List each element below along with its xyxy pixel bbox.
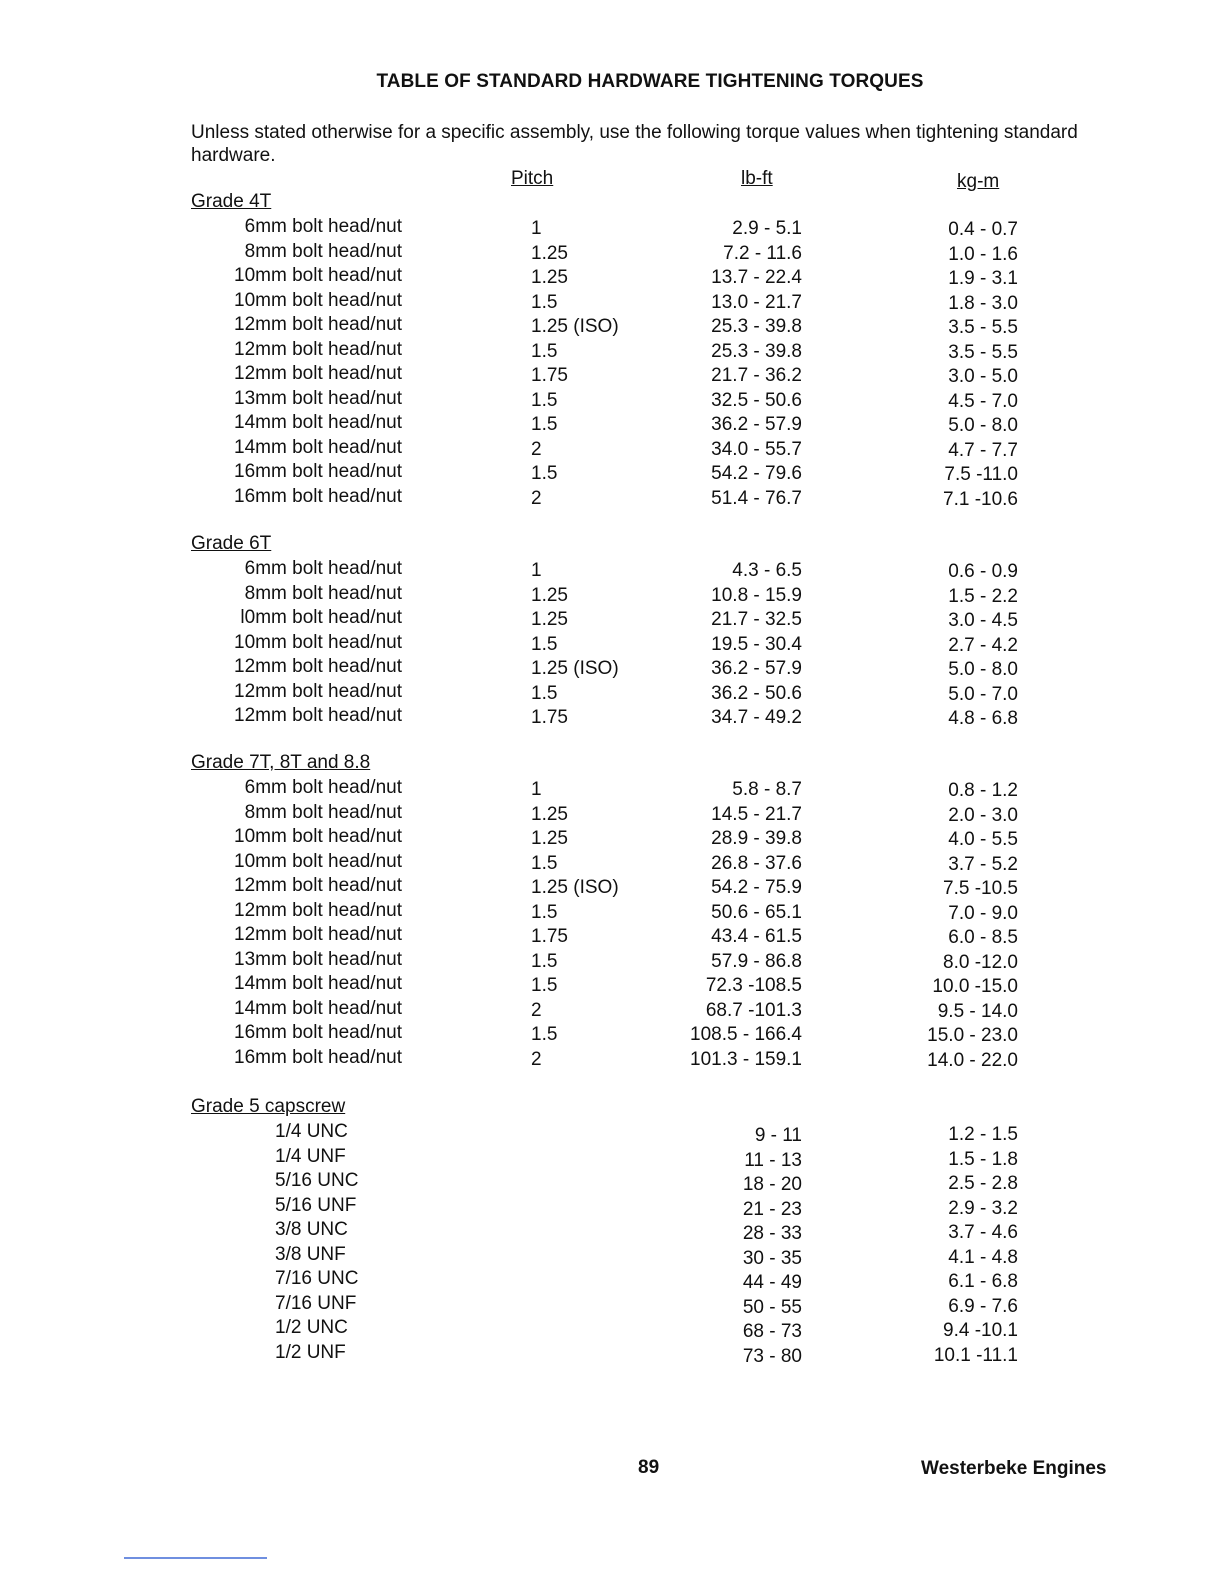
torque-kgm: 10.0 -15.0	[932, 976, 1018, 997]
column-header-kgm: kg-m	[957, 171, 1000, 192]
table-row	[0, 875, 1224, 899]
thread-pitch: 2	[531, 999, 542, 1021]
torque-kgm: 2.0 - 3.0	[948, 804, 1018, 826]
thread-pitch: 1.5	[531, 414, 558, 435]
thread-pitch: 1.5	[531, 852, 558, 874]
table-row	[0, 851, 1224, 875]
table-row	[0, 1121, 1224, 1145]
torque-lbft: 51.4 - 76.7	[711, 487, 802, 509]
torque-lbft: 10.8 - 15.9	[711, 584, 802, 606]
torque-kgm: 6.9 - 7.6	[948, 1295, 1018, 1317]
torque-kgm: 7.0 - 9.0	[948, 902, 1018, 924]
table-row	[0, 802, 1224, 826]
fastener-size: 12mm bolt head/nut	[234, 314, 402, 335]
torque-lbft: 25.3 - 39.8	[711, 316, 802, 337]
table-row	[0, 998, 1224, 1022]
torque-kgm: 7.1 -10.6	[943, 488, 1018, 510]
torque-kgm: 10.1 -11.1	[933, 1344, 1018, 1366]
torque-kgm: 1.5 - 1.8	[948, 1148, 1018, 1170]
torque-kgm: 0.8 - 1.2	[948, 780, 1018, 801]
torque-kgm: 1.5 - 2.2	[948, 585, 1018, 607]
torque-lbft: 21 - 23	[742, 1198, 802, 1220]
torque-kgm: 14.0 - 22.0	[927, 1049, 1018, 1071]
table-row	[0, 1244, 1224, 1268]
torque-kgm: 5.0 - 8.0	[948, 659, 1018, 680]
fastener-size: 7/16 UNF	[275, 1292, 357, 1314]
fastener-size: 6mm bolt head/nut	[244, 777, 402, 798]
torque-lbft: 108.5 - 166.4	[690, 1024, 802, 1045]
torque-lbft: 21.7 - 32.5	[711, 609, 802, 630]
fastener-size: 6mm bolt head/nut	[244, 216, 402, 237]
torque-kgm: 3.0 - 5.0	[948, 366, 1018, 387]
table-row	[0, 412, 1224, 436]
table-row	[0, 486, 1224, 510]
thread-pitch: 1.5	[531, 389, 558, 411]
fastener-size: 16mm bolt head/nut	[234, 1022, 402, 1043]
table-row	[0, 339, 1224, 363]
table-row	[0, 437, 1224, 461]
torque-lbft: 36.2 - 50.6	[711, 682, 802, 704]
torque-kgm: 2.9 - 3.2	[948, 1197, 1018, 1219]
fastener-size: 14mm bolt head/nut	[234, 997, 402, 1019]
torque-lbft: 54.2 - 75.9	[711, 877, 802, 898]
table-row	[0, 777, 1224, 801]
table-row	[0, 290, 1224, 314]
fastener-size: 10mm bolt head/nut	[234, 826, 402, 847]
torque-kgm: 9.5 - 14.0	[937, 1000, 1018, 1022]
table-row	[0, 1317, 1224, 1341]
torque-lbft: 28 - 33	[742, 1223, 802, 1244]
thread-pitch: 1.75	[531, 707, 568, 728]
torque-lbft: 101.3 - 159.1	[690, 1048, 802, 1070]
torque-kgm: 3.5 - 5.5	[948, 341, 1018, 363]
thread-pitch: 1.25	[531, 609, 568, 630]
thread-pitch: 1	[531, 779, 542, 800]
thread-pitch: 1.5	[531, 975, 558, 996]
torque-kgm: 4.7 - 7.7	[948, 439, 1018, 461]
table-row	[0, 558, 1224, 582]
torque-lbft: 13.0 - 21.7	[711, 291, 802, 313]
thread-pitch: 1.25	[531, 584, 568, 606]
thread-pitch: 1.25 (ISO)	[531, 658, 619, 679]
torque-lbft: 5.8 - 8.7	[732, 779, 802, 800]
table-row	[0, 314, 1224, 338]
torque-lbft: 44 - 49	[742, 1272, 802, 1293]
table-row	[0, 949, 1224, 973]
fastener-size: 8mm bolt head/nut	[244, 240, 402, 262]
thread-pitch: 1.5	[531, 633, 558, 655]
intro-paragraph: Unless stated otherwise for a specific assembly, use the following torque values when tightening standard hardware.	[191, 122, 1078, 166]
torque-lbft: 34.0 - 55.7	[711, 438, 802, 460]
thread-pitch: 2	[531, 1048, 542, 1070]
fastener-size: 12mm bolt head/nut	[234, 338, 402, 360]
thread-pitch: 1.5	[531, 340, 558, 362]
table-row	[0, 583, 1224, 607]
fastener-size: 12mm bolt head/nut	[234, 656, 402, 677]
torque-lbft: 36.2 - 57.9	[711, 658, 802, 679]
torque-kgm: 4.5 - 7.0	[948, 390, 1018, 412]
table-row	[0, 1146, 1224, 1170]
torque-kgm: 6.0 - 8.5	[948, 927, 1018, 948]
torque-lbft: 7.2 - 11.6	[723, 242, 802, 264]
thread-pitch: 1	[531, 560, 542, 581]
torque-lbft: 11 - 13	[744, 1149, 802, 1171]
table-row	[0, 924, 1224, 948]
fastener-size: 12mm bolt head/nut	[234, 899, 402, 921]
thread-pitch: 1.5	[531, 291, 558, 313]
torque-kgm: 5.0 - 8.0	[948, 415, 1018, 436]
table-row	[0, 363, 1224, 387]
grade-heading: Grade 5 capscrew	[191, 1096, 346, 1117]
fastener-size: 1/4 UNF	[275, 1145, 346, 1167]
torque-kgm: 0.4 - 0.7	[948, 219, 1018, 240]
fastener-size: 10mm bolt head/nut	[234, 265, 402, 286]
torque-kgm: 0.6 - 0.9	[948, 561, 1018, 582]
torque-lbft: 50.6 - 65.1	[711, 901, 802, 923]
page-number: 89	[638, 1457, 660, 1478]
torque-lbft: 73 - 80	[742, 1345, 802, 1367]
fastener-size: 16mm bolt head/nut	[234, 1046, 402, 1068]
fastener-size: 14mm bolt head/nut	[234, 436, 402, 458]
table-row	[0, 973, 1224, 997]
torque-lbft: 68.7 -101.3	[705, 999, 802, 1021]
table-row	[0, 265, 1224, 289]
torque-lbft: 28.9 - 39.8	[711, 828, 802, 849]
fastener-size: 12mm bolt head/nut	[234, 705, 402, 726]
grade-heading: Grade 7T, 8T and 8.8	[191, 752, 371, 773]
footer-brand: Westerbeke Engines	[921, 1458, 1107, 1479]
torque-lbft: 26.8 - 37.6	[711, 852, 802, 874]
fastener-size: 5/16 UNF	[275, 1194, 357, 1216]
torque-lbft: 57.9 - 86.8	[711, 950, 802, 972]
table-row	[0, 900, 1224, 924]
table-row	[0, 1342, 1224, 1366]
table-row	[0, 1293, 1224, 1317]
thread-pitch: 1.25 (ISO)	[531, 316, 619, 337]
torque-kgm: 8.0 -12.0	[943, 951, 1018, 973]
fastener-size: 7/16 UNC	[275, 1268, 359, 1289]
fastener-size: l0mm bolt head/nut	[240, 607, 402, 628]
thread-pitch: 1.25	[531, 267, 568, 288]
table-row	[0, 656, 1224, 680]
fastener-size: 10mm bolt head/nut	[234, 850, 402, 872]
torque-lbft: 43.4 - 61.5	[711, 926, 802, 947]
torque-kgm: 6.1 - 6.8	[948, 1271, 1018, 1292]
table-row	[0, 1047, 1224, 1071]
torque-kgm: 3.5 - 5.5	[948, 317, 1018, 338]
torque-lbft: 4.3 - 6.5	[732, 560, 802, 581]
thread-pitch: 1.25	[531, 242, 568, 264]
fastener-size: 8mm bolt head/nut	[244, 801, 402, 823]
table-row	[0, 607, 1224, 631]
torque-lbft: 54.2 - 79.6	[711, 463, 802, 484]
table-row	[0, 1219, 1224, 1243]
table-row	[0, 388, 1224, 412]
thread-pitch: 1.75	[531, 365, 568, 386]
torque-kgm: 5.0 - 7.0	[948, 683, 1018, 705]
page-title: TABLE OF STANDARD HARDWARE TIGHTENING TORQUES	[376, 71, 924, 92]
thread-pitch: 1.5	[531, 950, 558, 972]
fastener-size: 10mm bolt head/nut	[234, 289, 402, 311]
fastener-size: 3/8 UNF	[275, 1243, 346, 1265]
thread-pitch: 1.75	[531, 926, 568, 947]
thread-pitch: 1.5	[531, 463, 558, 484]
torque-lbft: 34.7 - 49.2	[711, 707, 802, 728]
fastener-size: 3/8 UNC	[275, 1219, 348, 1240]
fastener-size: 8mm bolt head/nut	[244, 582, 402, 604]
column-header-pitch: Pitch	[511, 168, 554, 189]
torque-lbft: 18 - 20	[742, 1174, 802, 1195]
fastener-size: 14mm bolt head/nut	[234, 973, 402, 994]
torque-lbft: 21.7 - 36.2	[711, 365, 802, 386]
fastener-size: 1/2 UNF	[275, 1341, 346, 1363]
torque-lbft: 9 - 11	[754, 1125, 802, 1146]
torque-kgm: 4.8 - 6.8	[948, 708, 1018, 729]
torque-lbft: 50 - 55	[742, 1296, 802, 1318]
torque-kgm: 1.2 - 1.5	[948, 1124, 1018, 1145]
grade-heading: Grade 4T	[191, 191, 272, 212]
fastener-size: 16mm bolt head/nut	[234, 461, 402, 482]
table-row	[0, 826, 1224, 850]
torque-lbft: 13.7 - 22.4	[711, 267, 802, 288]
thread-pitch: 1.25	[531, 803, 568, 825]
thread-pitch: 2	[531, 487, 542, 509]
torque-lbft: 30 - 35	[742, 1247, 802, 1269]
divider	[124, 1557, 267, 1559]
thread-pitch: 2	[531, 438, 542, 460]
table-row	[0, 216, 1224, 240]
table-row	[0, 241, 1224, 265]
table-row	[0, 1195, 1224, 1219]
torque-lbft: 72.3 -108.5	[705, 975, 802, 996]
torque-kgm: 1.9 - 3.1	[948, 268, 1018, 289]
fastener-size: 12mm bolt head/nut	[234, 875, 402, 896]
torque-kgm: 3.7 - 4.6	[948, 1222, 1018, 1243]
torque-kgm: 7.5 -10.5	[943, 878, 1018, 899]
table-row	[0, 1170, 1224, 1194]
fastener-size: 13mm bolt head/nut	[234, 948, 402, 970]
torque-lbft: 14.5 - 21.7	[711, 803, 802, 825]
fastener-size: 1/2 UNC	[275, 1317, 348, 1338]
table-row	[0, 1022, 1224, 1046]
table-row	[0, 681, 1224, 705]
torque-kgm: 3.0 - 4.5	[948, 610, 1018, 631]
fastener-size: 12mm bolt head/nut	[234, 363, 402, 384]
torque-kgm: 4.0 - 5.5	[948, 829, 1018, 850]
torque-lbft: 19.5 - 30.4	[711, 633, 802, 655]
table-row	[0, 461, 1224, 485]
fastener-size: 13mm bolt head/nut	[234, 387, 402, 409]
torque-kgm: 3.7 - 5.2	[948, 853, 1018, 875]
table-row	[0, 1268, 1224, 1292]
fastener-size: 10mm bolt head/nut	[234, 631, 402, 653]
grade-heading: Grade 6T	[191, 533, 272, 554]
torque-lbft: 36.2 - 57.9	[711, 414, 802, 435]
table-row	[0, 705, 1224, 729]
thread-pitch: 1.5	[531, 901, 558, 923]
fastener-size: 6mm bolt head/nut	[244, 558, 402, 579]
fastener-size: 1/4 UNC	[275, 1121, 348, 1142]
torque-lbft: 25.3 - 39.8	[711, 340, 802, 362]
thread-pitch: 1.5	[531, 1024, 558, 1045]
torque-kgm: 15.0 - 23.0	[927, 1025, 1018, 1046]
fastener-size: 12mm bolt head/nut	[234, 680, 402, 702]
thread-pitch: 1.25	[531, 828, 568, 849]
column-header-lbft: lb-ft	[741, 168, 773, 189]
torque-kgm: 1.0 - 1.6	[948, 243, 1018, 265]
torque-lbft: 32.5 - 50.6	[711, 389, 802, 411]
fastener-size: 12mm bolt head/nut	[234, 924, 402, 945]
torque-lbft: 68 - 73	[742, 1321, 802, 1342]
fastener-size: 5/16 UNC	[275, 1170, 359, 1191]
torque-kgm: 1.8 - 3.0	[948, 292, 1018, 314]
torque-kgm: 4.1 - 4.8	[948, 1246, 1018, 1268]
thread-pitch: 1	[531, 218, 542, 239]
torque-kgm: 2.7 - 4.2	[948, 634, 1018, 656]
torque-lbft: 2.9 - 5.1	[732, 218, 802, 239]
thread-pitch: 1.25 (ISO)	[531, 877, 619, 898]
table-row	[0, 632, 1224, 656]
torque-kgm: 7.5 -11.0	[944, 464, 1018, 485]
thread-pitch: 1.5	[531, 682, 558, 704]
torque-kgm: 2.5 - 2.8	[948, 1173, 1018, 1194]
fastener-size: 14mm bolt head/nut	[234, 412, 402, 433]
fastener-size: 16mm bolt head/nut	[234, 485, 402, 507]
torque-kgm: 9.4 -10.1	[943, 1320, 1018, 1341]
